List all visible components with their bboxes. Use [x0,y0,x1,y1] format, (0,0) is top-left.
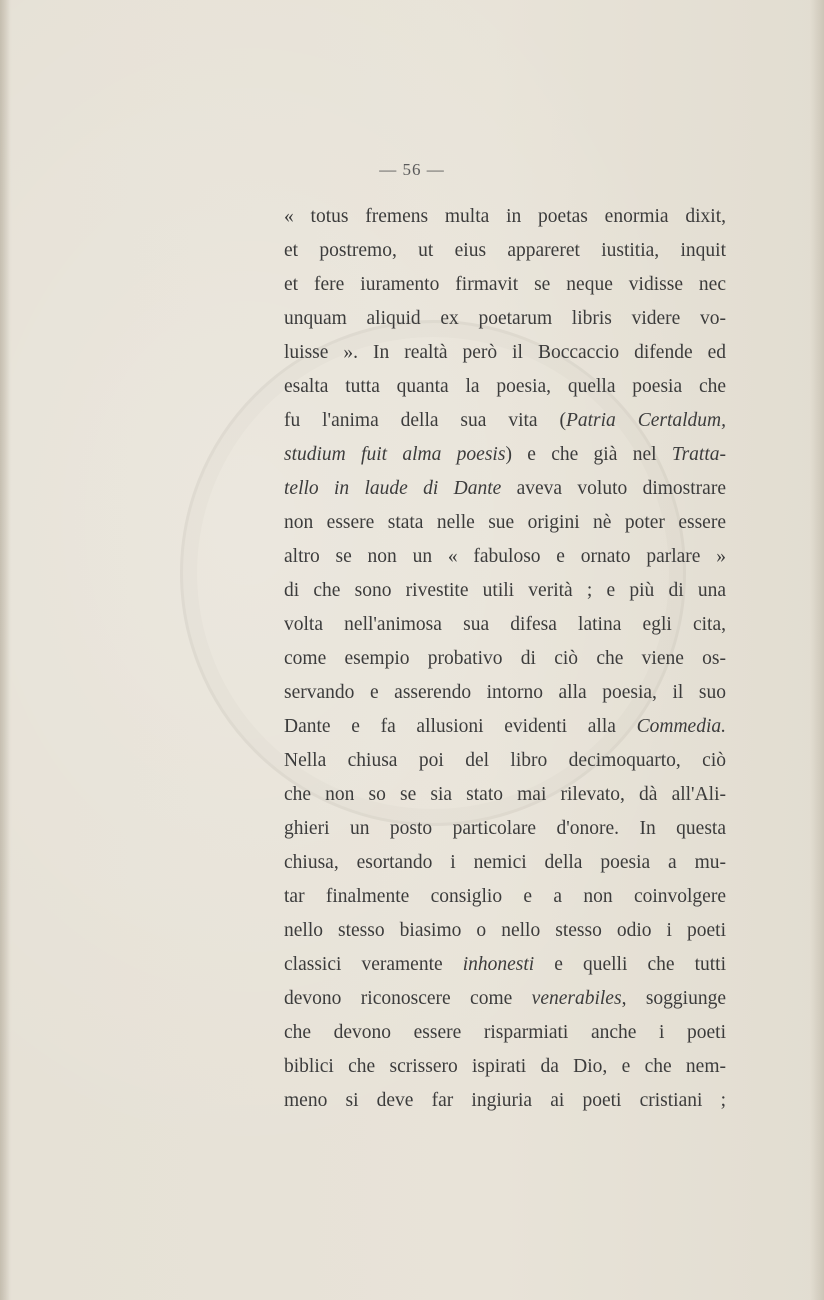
body-text [284,200,726,1118]
text-segment: « totus fremens multa in poetas enormia dixit, [284,206,726,227]
text-line [284,812,726,846]
page-edge-right [810,0,824,1300]
text-line [284,710,726,744]
text-segment: altro se non un « fabuloso e ornato parlare » [284,546,726,567]
text-line [284,914,726,948]
text-segment: et postremo, ut eius appareret iustitia, inquit [284,240,726,261]
page-number: — 56 — [379,160,445,179]
text-line [284,200,726,234]
text-line [284,744,726,778]
text-segment: , soggiunge [621,988,726,1009]
text-line [284,642,726,676]
italic-text: studium fuit alma poesis [284,444,506,465]
text-line [284,1050,726,1084]
text-line [284,540,726,574]
text-segment: ghieri un posto particolare d'onore. In questa [284,818,726,839]
text-line [284,1084,726,1118]
text-line [284,404,726,438]
text-segment: servando e asserendo intorno alla poesia, il suo [284,682,726,703]
text-line [284,268,726,302]
text-segment: Nella chiusa poi del libro decimoquarto, ciò [284,750,726,771]
text-segment: che devono essere risparmiati anche i poeti [284,1022,726,1043]
text-segment: Dante e fa allusioni evidenti alla [284,716,637,737]
text-segment: e quelli che tutti [534,954,726,975]
text-segment: aveva voluto dimostrare [501,478,726,499]
text-line [284,1016,726,1050]
page-edge-left [0,0,10,1300]
text-segment: esalta tutta quanta la poesia, quella poesia che [284,376,726,397]
text-segment: come esempio probativo di ciò che viene os- [284,648,726,669]
text-line [284,608,726,642]
text-line [284,676,726,710]
text-line [284,438,726,472]
text-segment: classici veramente [284,954,463,975]
text-segment: meno si deve far ingiuria ai poeti cristiani ; [284,1090,726,1111]
text-line [284,336,726,370]
text-line [284,370,726,404]
text-line [284,880,726,914]
text-line [284,846,726,880]
text-line [284,472,726,506]
text-line [284,574,726,608]
text-line [284,506,726,540]
italic-text: Commedia. [636,716,726,737]
text-line [284,948,726,982]
text-segment: ) e che già nel [505,444,672,465]
text-segment: luisse ». In realtà però il Boccaccio difende ed [284,342,726,363]
italic-text: Patria Certaldum, [565,410,726,431]
text-segment: tar finalmente consiglio e a non coinvolgere [284,886,726,907]
text-segment: fu l'anima della sua vita ( [284,410,566,431]
text-segment: nello stesso biasimo o nello stesso odio i poeti [284,920,726,941]
text-segment: devono riconoscere come [284,988,532,1009]
text-segment: non essere stata nelle sue origini nè poter essere [284,512,726,533]
italic-text: Tratta- [671,444,727,465]
text-segment: et fere iuramento firmavit se neque vidisse nec [284,274,726,295]
text-line [284,778,726,812]
text-line [284,302,726,336]
text-segment: biblici che scrissero ispirati da Dio, e che nem- [284,1056,726,1077]
text-segment: unquam aliquid ex poetarum libris videre vo- [284,308,726,329]
text-line [284,982,726,1016]
italic-text: venerabiles [531,988,622,1009]
text-segment: chiusa, esortando i nemici della poesia a mu- [284,852,726,873]
italic-text: inhonesti [462,954,535,975]
text-line [284,234,726,268]
text-segment: di che sono rivestite utili verità ; e più di una [284,580,726,601]
text-segment: volta nell'animosa sua difesa latina egli cita, [284,614,726,635]
italic-text: tello in laude di Dante [284,478,502,499]
text-segment: che non so se sia stato mai rilevato, dà all'Ali- [284,784,726,805]
